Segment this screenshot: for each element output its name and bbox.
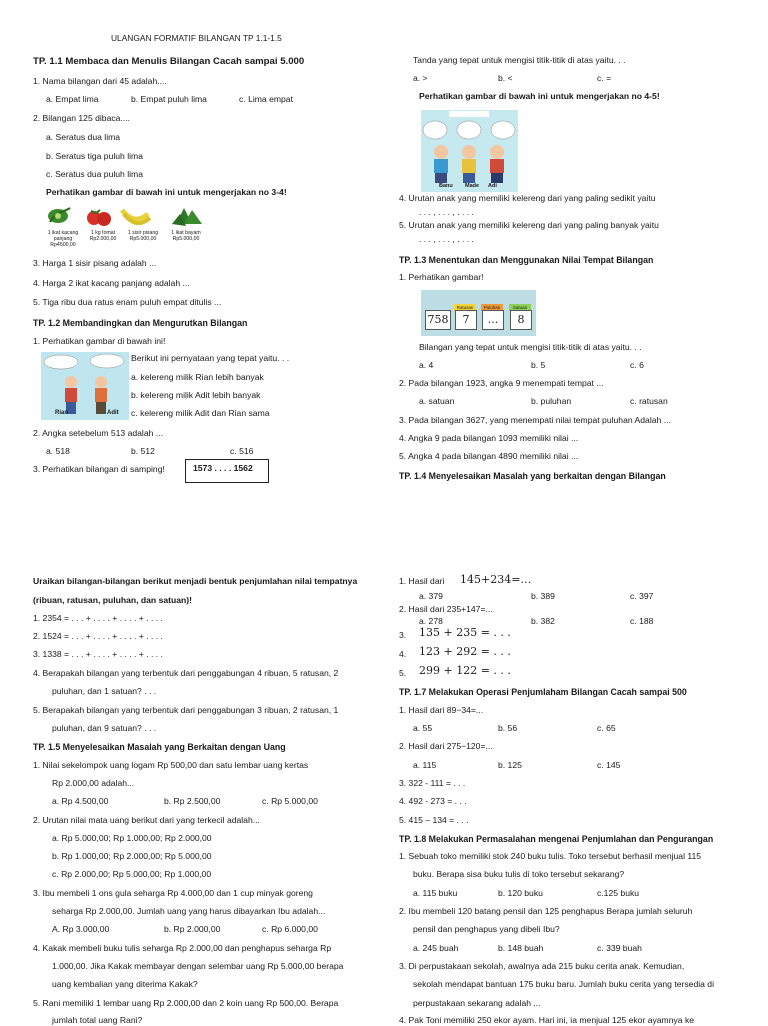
tp14-heading: TP. 1.4 Menyelesaikan Masalah yang berkaitan dengan Bilangan [399,471,666,481]
rian-adit-picture [41,352,129,420]
tp13-q3: 3. Pada bilangan 3627, yang menempati nilai tempat puluhan Adalah ... [399,415,671,425]
money-q1-line2: Rp 2.000,00 adalah... [52,778,135,788]
expand-q5: 5. Berapakah bilangan yang terbentuk dari penggabungan 3 ribuan, 2 ratusan, 1 [33,705,339,715]
comparison-box [185,459,269,483]
tp13-q5: 5. Angka 4 pada bilangan 4890 memiliki nilai ... [399,451,579,461]
add-q5-expression: 299 + 122 = . . . [419,664,511,677]
add-q1-expression: 145+234=… [460,573,532,586]
symbol-option-a: a. > [413,73,428,83]
sub-q1-option-a: a. 55 [413,723,433,733]
money-q2-option-b: b. Rp 1.000,00; Rp 2.000,00; Rp 5.000,00 [52,851,212,861]
item-label-spinach: 1 ikat bayam Rp5.000,00 [171,230,201,243]
symbol-option-b: b. < [498,73,513,83]
problem-q4: 4. Pak Toni memiliki 250 ekor ayam. Hari ini, ia menjual 125 ekor ayamnya ke [399,1015,695,1025]
tp12-q3: 3. Perhatikan bilangan di samping! [33,464,165,474]
problem-q3-line2: sekolah mendapat bantuan 175 buku baru. Jumlah buku cerita yang tersedia di [413,979,714,989]
tp13-q1-option-b: b. 5 [531,360,546,370]
tp15-heading: TP. 1.5 Menyelesaikan Masalah yang Berkaitan dengan Uang [33,742,286,752]
expand-q4: 4. Berapakah bilangan yang terbentuk dari penggabungan 4 ribuan, 5 ratusan, 2 [33,668,339,678]
money-q1-option-a: a. Rp 4.500,00 [52,796,109,806]
expand-q1: 1. 2354 = . . . + . . . . + . . . . + . . . . [33,613,163,623]
money-q5-line2: jumlah total uang Rani? [52,1015,143,1025]
label-banu: Banu [439,183,453,189]
item-label-tomato: 1 kg tomat Rp2.000,00 [89,230,117,243]
sub-q3: 3. 322 - 111 = . . . [399,778,466,788]
tp13-q2: 2. Pada bilangan 1923, angka 9 menempati tempat ... [399,378,604,388]
symbol-question: Tanda yang tepat untuk mengisi titik-titik di atas yaitu. . . [413,55,626,65]
worksheet-title: ULANGAN FORMATIF BILANGAN TP 1.1-1.5 [111,33,282,43]
tp12-q1-option-a: a. kelereng milik Rian lebih banyak [131,372,264,382]
tp11-q1-option-b: b. Empat puluh lima [131,94,207,104]
money-q4-line2: 1.000,00. Jika Kakak membayar dengan selembar uang Rp 5.000,00 berapa [52,961,344,971]
banana-icon [122,210,150,223]
money-q3-option-a: A. Rp 3.000,00 [52,924,110,934]
problem-q3-line3: perpustakaan sekarang adalah ... [413,998,541,1008]
three-children-picture [421,110,518,192]
tp11-q2: 2. Bilangan 125 dibaca.... [33,113,130,123]
item-label-long-beans: 1 ikat kacang panjang Rp4500,00 [47,230,79,249]
tp11-q2-option-c: c. Seratus dua puluh lima [46,169,143,179]
add-q1-option-c: c. 397 [630,591,654,601]
expand-q5-line2: puluhan, dan 9 satuan? . . . [52,723,157,733]
order-q5: 5. Urutan anak yang memiliki kelereng dari yang paling banyak yaitu [399,220,659,230]
tp13-q1-statement: Bilangan yang tepat untuk mengisi titik-titik di atas yaitu. . . [419,342,642,352]
add-q1-option-a: a. 379 [419,591,443,601]
add-q2-option-a: a. 278 [419,616,443,626]
money-q1: 1. Nilai sekelompok uang logam Rp 500,00 dan satu lembar uang kertas [33,760,309,770]
expand-instruction-line2: (ribuan, ratusan, puluhan, dan satuan)! [33,595,192,605]
comparison-numbers: 1573 . . . . 1562 [193,463,253,473]
problem-q1-line2: buku. Berapa sisa buku tulis di toko tersebut sekarang? [413,869,625,879]
sub-q1: 1. Hasil dari 89−34=... [399,705,484,715]
money-q1-option-c: c. Rp 5.000,00 [262,796,318,806]
tp13-q1: 1. Perhatikan gambar! [399,272,484,282]
sub-q1-option-b: b. 56 [498,723,518,733]
order-q4-blank: . . . , . . . , . . . . [419,207,474,217]
tp11-q2-option-b: b. Seratus tiga puluh lima [46,151,143,161]
tp12-q2-option-c: c. 516 [230,446,254,456]
card-number-8: 8 [510,310,532,330]
money-q3: 3. Ibu membeli 1 ons gula seharga Rp 4.000,00 dan 1 cup minyak goreng [33,888,313,898]
expand-q4-line2: puluhan, dan 1 satuan? . . . [52,686,157,696]
problem-q2-option-a: a. 245 buah [413,943,459,953]
problem-q2: 2. Ibu membeli 120 batang pensil dan 125 penghapus Berapa jumlah seluruh [399,906,693,916]
card-label-satuan: Satuan [509,304,531,311]
money-q5: 5. Rani memiliki 1 lembar uang Rp 2.000,00 dan 2 koin uang Rp 500,00. Berapa [33,998,339,1008]
problem-q1-option-a: a. 115 buku [413,888,458,898]
tp12-q2-option-b: b. 512 [131,446,155,456]
expand-q3: 3. 1338 = . . . + . . . . + . . . . + . . . . [33,649,163,659]
money-q4: 4. Kakak membeli buku tulis seharga Rp 2.000,00 dan penghapus seharga Rp [33,943,332,953]
tp11-q1-option-c: c. Lima empat [239,94,293,104]
spinach-icon [172,208,202,226]
tp13-q2-option-a: a. satuan [419,396,455,406]
label-adit: Adit [107,410,119,416]
tp17-heading: TP. 1.7 Melakukan Operasi Penjumlaham Bilangan Cacah sampai 500 [399,687,687,697]
add-q2-option-c: c. 188 [630,616,654,626]
tp12-heading: TP. 1.2 Membandingkan dan Mengurutkan Bilangan [33,318,248,328]
label-adi: Adi [488,183,497,189]
sub-q5: 5. 415 – 134 = . . . [399,815,469,825]
tp12-q1-option-b: b. kelereng milik Adit lebih banyak [131,390,261,400]
tp13-q2-option-c: c. ratusan [630,396,668,406]
item-label-banana: 1 sisir pisang Rp5.000,00 [127,230,159,243]
order-q4: 4. Urutan anak yang memiliki kelereng dari yang paling sedikit yaitu [399,193,656,203]
place-value-picture [421,290,536,336]
sub-q4: 4. 492 - 273 = . . . [399,796,467,806]
tp13-q1-option-a: a. 4 [419,360,434,370]
tp11-q5: 5. Tiga ribu dua ratus enam puluh empat ditulis ... [33,297,222,307]
money-q3-option-c: c. Rp 6.000,00 [262,924,318,934]
money-q2-option-c: c. Rp 2.000,00; Rp 5.000,00; Rp 1.000,00 [52,869,212,879]
symbol-option-c: c. = [597,73,612,83]
card-label-puluhan: Puluhan [481,304,503,311]
money-q3-option-b: b. Rp 2.000,00 [164,924,221,934]
money-q2: 2. Urutan nilai mata uang berikut dari yang terkecil adalah... [33,815,260,825]
money-q3-line2: seharga Rp 2.000,00. Jumlah uang yang harus dibayarkan Ibu adalah... [52,906,326,916]
tp12-q1-statement: Berikut ini pernyataan yang tepat yaitu. . . [131,353,290,363]
tp11-q4: 4. Harga 2 ikat kacang panjang adalah ... [33,278,190,288]
card-label-ratusan: Ratusan [454,304,476,311]
problem-q1-option-b: b. 120 buku [498,888,543,898]
tomato-icon [87,210,111,226]
long-beans-icon [48,208,70,223]
add-q5-number: 5. [399,668,407,678]
label-rian: Rian [55,410,69,416]
tp12-q2-option-a: a. 518 [46,446,70,456]
tp18-heading: TP. 1.8 Melakukan Permasalahan mengenai Penjumlahan dan Pengurangan [399,834,714,844]
problem-q2-line2: pensil dan penghapus yang dibeli Ibu? [413,924,560,934]
add-q3-number: 3. [399,630,407,640]
tp11-q1: 1. Nama bilangan dari 45 adalah.... [33,76,167,86]
sub-q2-option-a: a. 115 [413,760,437,770]
tp11-q3: 3. Harga 1 sisir pisang adalah ... [33,258,157,268]
sub-q2: 2. Hasil dari 275−120=... [399,741,493,751]
tp12-q1: 1. Perhatikan gambar di bawah ini! [33,336,166,346]
label-made: Made [465,183,480,189]
add-q3-expression: 135 + 235 = . . . [419,626,511,639]
tp13-q1-option-c: c. 6 [630,360,644,370]
money-q1-option-b: b. Rp 2.500,00 [164,796,221,806]
add-q2-option-b: b. 382 [531,616,555,626]
card-number-blank: ... [482,310,504,330]
expand-instruction-line1: Uraikan bilangan-bilangan berikut menjadi bentuk penjumlahan nilai tempatnya [33,576,358,586]
add-q4-number: 4. [399,649,407,659]
problem-q2-option-b: b. 148 buah [498,943,544,953]
tp11-q1-option-a: a. Empat lima [46,94,99,104]
tp12-q2: 2. Angka setebelum 513 adalah ... [33,428,163,438]
tp11-heading: TP. 1.1 Membaca dan Menulis Bilangan Cacah sampai 5.000 [33,56,305,67]
tp13-q2-option-b: b. puluhan [531,396,572,406]
add-q1: 1. Hasil dari [399,576,445,586]
sub-q1-option-c: c. 65 [597,723,616,733]
tp11-q2-option-a: a. Seratus dua lima [46,132,121,142]
problem-q3: 3. Di perpustakaan sekolah, awalnya ada 215 buku cerita anak. Kemudian, [399,961,685,971]
add-q1-option-b: b. 389 [531,591,555,601]
problem-q1-option-c: c.125 buku [597,888,640,898]
problem-q2-option-c: c. 339 buah [597,943,642,953]
expand-q2: 2. 1524 = . . . + . . . . + . . . . + . . . . [33,631,163,641]
tp12-q1-option-c: c. kelereng milik Adit dan Rian sama [131,408,270,418]
problem-q1: 1. Sebuah toko memiliki stok 240 buku tulis. Toko tersebut berhasil menjual 115 [399,851,702,861]
order-q5-blank: . . . , . . . , . . . . [419,234,474,244]
sub-q2-option-b: b. 125 [498,760,522,770]
add-q2: 2. Hasil dari 235+147=... [399,604,493,614]
money-q4-line3: uang kembalian yang diterima Kakak? [52,979,198,989]
card-number-7: 7 [455,310,477,330]
tp12-note-4-5: Perhatikan gambar di bawah ini untuk mengerjakan no 4-5! [419,91,660,101]
add-q4-expression: 123 + 292 = . . . [419,645,511,658]
tp11-note: Perhatikan gambar di bawah ini untuk mengerjakan no 3-4! [46,187,287,197]
sub-q2-option-c: c. 145 [597,760,621,770]
children-marbles-illustration [421,110,518,192]
money-q2-option-a: a. Rp 5.000,00; Rp 1.000,00; Rp 2.000,00 [52,833,212,843]
tp13-q4: 4. Angka 9 pada bilangan 1093 memiliki nilai ... [399,433,579,443]
tp13-heading: TP. 1.3 Menentukan dan Menggunakan Nilai Tempat Bilangan [399,255,654,265]
card-number-758: 758 [425,310,451,330]
